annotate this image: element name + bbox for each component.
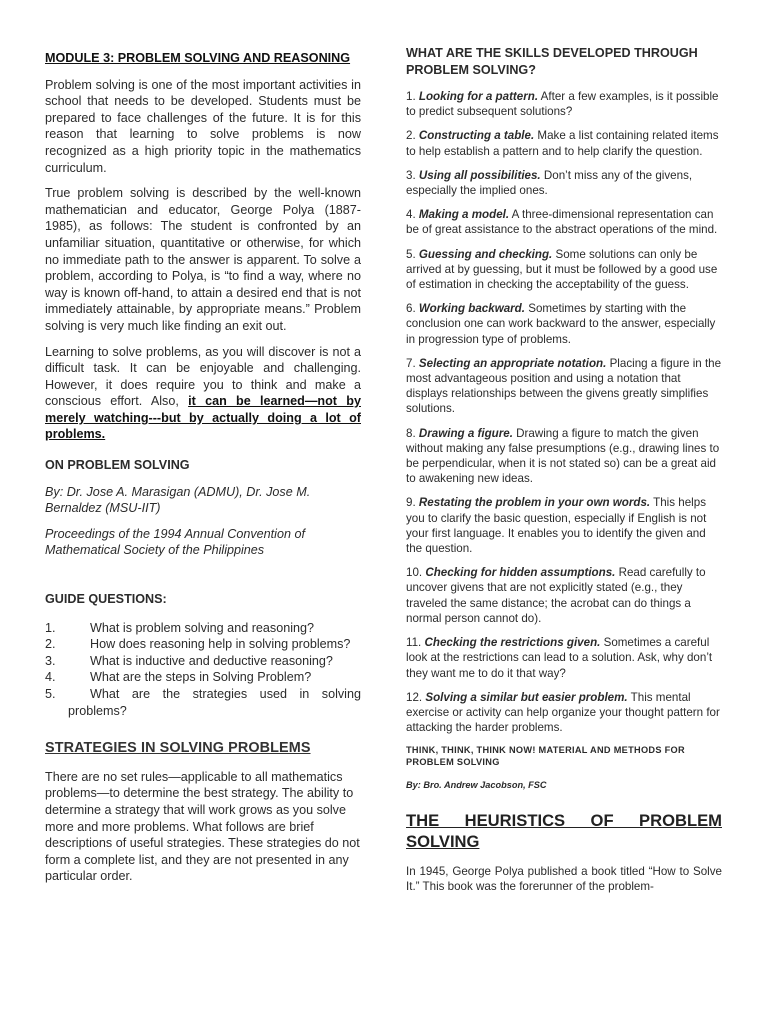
module-title: MODULE 3: PROBLEM SOLVING AND REASONING	[45, 51, 351, 65]
skills-heading: WHAT ARE THE SKILLS DEVELOPED THROUGH PROBLEM SOLVING?	[406, 46, 698, 77]
skill-number: 4.	[406, 208, 419, 222]
skill-text: This mental exercise or activity can help organize your thought pattern for attacking the harder problems.	[406, 690, 720, 735]
skill-text: Sometimes a careful look at the restrictions can lead to a solution. Ask, why don’t they want me to do it that way?	[406, 636, 713, 680]
skill-number: 9.	[406, 496, 419, 510]
skill-title: Guessing and checking.	[418, 247, 553, 261]
guide-question-text: How does reasoning help in solving problems?	[90, 637, 351, 652]
guide-question-number: 1.	[45, 620, 56, 635]
skill-number: 3.	[406, 168, 419, 182]
skill-text: Placing a figure in the most advantageous position and using a notation that displays relationships between the givens greatly simplifies solutions.	[406, 356, 722, 416]
on-problem-solving-heading: ON PROBLEM SOLVING	[45, 458, 190, 473]
skill-number: 5.	[406, 247, 419, 261]
skill-number: 8.	[406, 426, 419, 440]
source-title: THINK, THINK, THINK NOW! MATERIAL AND METHODS FOR PROBLEM SOLVING	[406, 745, 685, 768]
guide-question-item	[45, 620, 361, 637]
proceedings-note: Proceedings of the 1994 Annual Convention of Mathematical Society of the Philippines	[45, 526, 305, 558]
skill-item	[406, 495, 722, 556]
source-byline: By: Bro. Andrew Jacobson, FSC	[406, 780, 547, 791]
guide-question-item	[45, 636, 361, 653]
skill-title: Making a model.	[418, 208, 510, 222]
skill-text: Read carefully to uncover givens that are not explicitly stated (e.g., they traveled the same distance; the acrobat can do things a normal person cannot do).	[406, 566, 706, 625]
skill-title: Using all possibilities.	[418, 168, 541, 182]
skill-title: Looking for a pattern.	[418, 90, 539, 103]
polya-paragraph: True problem solving is described by the well-known mathematician and educator, George Polya (1887-1985), as follows: The student is confronted by an unfamiliar situation, quantitative or otherwise, for which no immediate path to the answer is apparent. To solve a problem, according to Polya, is “to find a way, where no way is known off-hand, to attain a desired end that is not immediately attainable, by appropriate means.” Problem solving is very much like finding an exit out.	[45, 186, 361, 333]
guide-question-item	[45, 653, 361, 670]
skill-number: 7.	[406, 356, 419, 370]
skill-title: Drawing a figure.	[418, 426, 513, 440]
guide-question-text: What is problem solving and reasoning?	[90, 620, 315, 635]
skill-title: Solving a similar but easier problem.	[425, 690, 628, 704]
guide-question-number: 4.	[45, 670, 56, 685]
skill-item	[406, 356, 722, 417]
guide-question-item	[45, 686, 361, 719]
guide-questions-list	[45, 620, 361, 720]
skill-title: Restating the problem in your own words.	[418, 496, 651, 510]
skill-item	[406, 690, 722, 736]
skill-text: Sometimes by starting with the conclusion one can work backward to the answer, especially in progression type of problems.	[406, 302, 716, 346]
skill-title: Checking the restrictions given.	[424, 636, 601, 650]
guide-question-text: What are the steps in Solving Problem?	[90, 670, 312, 685]
guide-question-number: 3.	[45, 653, 56, 668]
skill-title: Checking for hidden assumptions.	[425, 566, 616, 580]
skill-item	[406, 301, 722, 347]
strategies-paragraph: There are no set rules—applicable to all mathematics problems—to determine the best strategy. The ability to determine a strategy that will work grows as you solve more and more problems. What follows are brief descriptions of useful strategies. These strategies do not form a complete list, and they are not presented in any particular order.	[45, 769, 360, 884]
guide-questions-heading: GUIDE QUESTIONS:	[45, 592, 167, 607]
skill-number: 11.	[406, 636, 425, 650]
learning-paragraph-text: Learning to solve problems, as you will discover is not a difficult task. It can be enjoyable and challenging. However, it does require you to think and make a conscious effort. Also,	[45, 344, 361, 409]
left-column	[45, 46, 361, 885]
learning-emphasis: it can be learned—not by merely watching---but by actually doing a lot of problems.	[45, 394, 361, 442]
skill-item	[406, 635, 722, 681]
skill-item	[406, 128, 722, 158]
learning-paragraph	[45, 344, 361, 444]
skill-item	[406, 168, 722, 198]
skill-number: 2.	[406, 129, 419, 143]
guide-question-text: What is inductive and deductive reasoning?	[90, 653, 333, 668]
heuristics-paragraph: In 1945, George Polya published a book titled “How to Solve It.” This book was the forerunner of the problem-	[406, 864, 722, 893]
skill-text: Make a list containing related items to help establish a pattern and to help clarify the question.	[406, 129, 719, 158]
guide-question-text: What are the strategies used in solving problems?	[68, 687, 361, 718]
right-column	[406, 45, 722, 894]
skill-text: This helps you to clarify the basic question, especially if English is not your first language. It enables you to identify the given and the question.	[406, 496, 707, 556]
skill-item	[406, 89, 722, 119]
skill-title: Working backward.	[418, 302, 525, 316]
guide-question-number: 2.	[45, 637, 56, 652]
skill-text: Drawing a figure to match the given without making any false presumptions (e.g., drawing lines to be perpendicular, when it is not stated so) can be a great aid to awakening new ideas.	[406, 426, 720, 486]
skill-text: Some solutions can only be arrived at by guessing, but it must be followed by a good use of estimation in checking the acceptability of the guess.	[406, 247, 718, 292]
heuristics-heading: THE HEURISTICS OF PROBLEM SOLVING	[406, 810, 722, 851]
strategies-heading: STRATEGIES IN SOLVING PROBLEMS	[45, 740, 311, 757]
skill-text: After a few examples, is it possible to predict subsequent solutions?	[406, 90, 719, 119]
skill-text: A three-dimensional representation can be of great assistance to the abstract operations of the mind.	[406, 208, 718, 237]
skill-item	[406, 247, 722, 293]
guide-question-number: 5.	[45, 687, 56, 701]
skill-title: Selecting an appropriate notation.	[418, 356, 607, 370]
skill-number: 10.	[406, 566, 426, 580]
skill-text: Don’t miss any of the givens, especially the implied ones.	[406, 168, 693, 198]
skill-number: 12.	[406, 690, 426, 704]
intro-paragraph: Problem solving is one of the most important activities in school that needs to be developed. Students must be prepared to face challenges of the future. It is for this reason that learning to solve problems is now recognized as a high priority topic in the mathematics curriculum.	[45, 77, 361, 175]
skill-item	[406, 207, 722, 237]
guide-question-item	[45, 669, 361, 686]
skill-number: 1.	[406, 90, 419, 103]
skill-item	[406, 565, 722, 626]
skill-number: 6.	[406, 302, 419, 316]
skill-item	[406, 426, 722, 487]
skill-title: Constructing a table.	[418, 129, 535, 143]
byline: By: Dr. Jose A. Marasigan (ADMU), Dr. Jose M. Bernaldez (MSU-IIT)	[45, 484, 311, 516]
